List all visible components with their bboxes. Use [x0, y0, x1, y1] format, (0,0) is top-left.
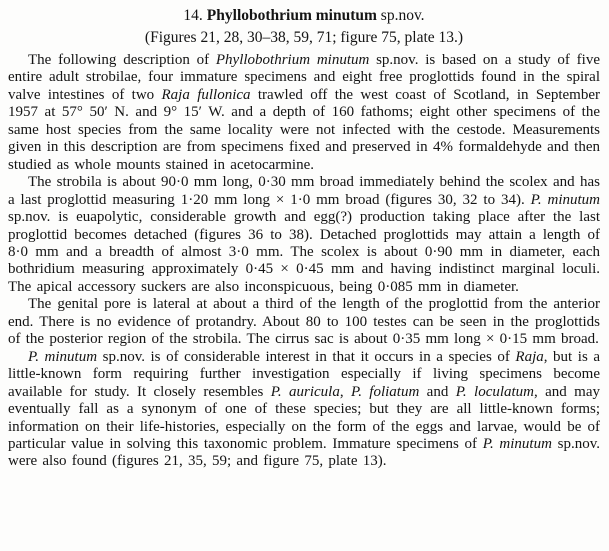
species-title: Phyllobothrium minutum	[206, 7, 377, 24]
section-number: 14.	[183, 7, 203, 24]
text-segment: trawled off the west coast of Scotland, in September 1957 at 57° 50′ N. and 9° 15′ W. and a depth of 160 fathoms; eight other specimens of the same host species from the same locality were not infected with the cestode. Measurements given in this description are from specimens fixed and preserved in 4% formaldehyde and then studied as whole mounts stained in acetocarmine.	[8, 86, 601, 173]
text-segment: , and may eventually fall as a synonym of one of these species; but they are all little-known forms; information on their life-histories, especially on the form of the eggs and larvae, would be of particular value in solving this taxonomic problem. Immature specimens of	[8, 383, 600, 452]
text-segment: sp.nov. were also found (figures 21, 35, 59; and figure 75, plate 13).	[8, 435, 600, 470]
taxon-name: Raja	[515, 348, 544, 365]
taxon-name: P. minutum	[482, 435, 552, 452]
paragraph-strobila-measurements	[8, 174, 600, 296]
taxon-name: P. minutum	[530, 191, 600, 208]
text-segment: sp.nov. is euapolytic, considerable growth and egg(?) production taking place after the last proglottid becomes detached (figures 36 to 38). Detached proglottids may attain a length of 8·0 mm and a breadth of almost 3·0 mm. The scolex is about 0·90 mm in diameter, each bothridium measuring approximately 0·45 × 0·45 mm and having indistinct marginal loculi. The apical accessory suckers are also inconspicuous, being 0·085 mm in diameter.	[8, 209, 600, 295]
figures-reference-line: (Figures 21, 28, 30–38, 59, 71; figure 75, plate 13.)	[144, 29, 464, 46]
taxon-name: P. loculatum	[455, 383, 535, 400]
text-segment: The strobila is about 90·0 mm long, 0·30 mm broad immediately behind the scolex and has a last proglottid measuring 1·20 mm long × 1·0 mm broad (figures 30, 32 to 34).	[8, 174, 600, 208]
text-segment: The following description of	[28, 52, 216, 68]
taxon-name: P. foliatum	[350, 383, 420, 400]
section-heading	[8, 6, 600, 26]
paragraph-discussion	[8, 349, 600, 471]
paragraph-description-intro	[8, 52, 600, 174]
taxon-name: P. auricula	[270, 383, 340, 400]
text-segment: sp.nov. is of considerable interest in that it occurs in a species of	[97, 348, 516, 365]
text-segment: and	[419, 383, 456, 400]
text-segment: ,	[339, 383, 351, 400]
text-segment: , but is a little-known form requiring further investigation especially if living specimens become available for study. It closely resembles	[8, 348, 600, 400]
taxon-name: P. minutum	[28, 348, 98, 365]
text-segment: sp.nov. is based on a study of five entire adult strobilae, four immature specimens and eight free proglottids found in the spiral valve intestines of two	[8, 52, 601, 103]
rank-suffix: sp.nov.	[380, 7, 425, 24]
text-segment: The genital pore is lateral at about a third of the length of the proglottid from the anterior end. There is no evidence of protandry. About 80 to 100 testes can be seen in the proglottids of the posterior region of the strobila. The cirrus sac is about 0·35 mm long × 0·15 mm broad.	[8, 296, 600, 348]
paragraph-genital-pore	[8, 296, 600, 348]
taxon-name: Phyllobothrium minutum	[215, 52, 370, 68]
taxon-name: Raja fullonica	[161, 86, 251, 103]
